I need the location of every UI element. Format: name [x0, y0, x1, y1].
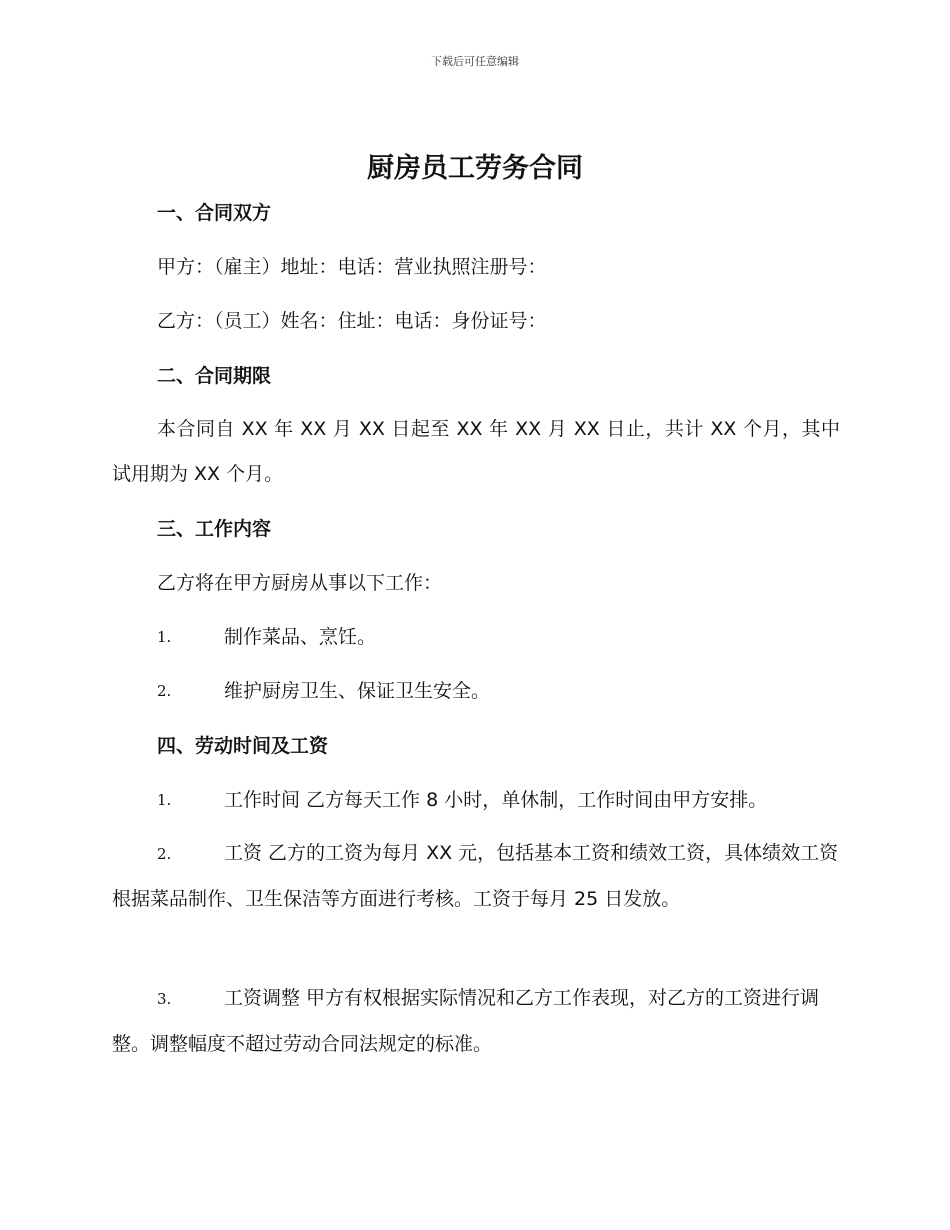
document-title: 厨房员工劳务合同: [367, 153, 583, 184]
list-item-number: 3.: [157, 990, 172, 1008]
list-item-text: 工资调整 甲方有权根据实际情况和乙方工作表现，对乙方的工资进行调整。调整幅度不超过劳动合同法规定的标准。: [112, 987, 820, 1055]
list-item-number: 1.: [157, 628, 172, 646]
list-item-number: 1.: [157, 791, 172, 809]
party-a-line: 甲方：（雇主）地址：电话：营业执照注册号：: [157, 256, 547, 278]
work-intro: 乙方将在甲方厨房从事以下工作：: [157, 572, 443, 594]
list-item-text: 工资 乙方的工资为每月 XX 元，包括基本工资和绩效工资，具体绩效工资根据菜品制作、卫生保洁等方面进行考核。工资于每月 25 日发放。: [112, 842, 839, 910]
section-heading-term: 二、合同期限: [157, 365, 272, 387]
section-heading-parties: 一、合同双方: [157, 202, 272, 224]
list-item-wrapped: [112, 831, 840, 922]
party-b-line: 乙方：（员工）姓名：住址：电话：身份证号：: [157, 310, 547, 332]
section-heading-work: 三、工作内容: [157, 518, 272, 540]
list-item-wrapped: [112, 976, 840, 1067]
list-item-number: 2.: [157, 682, 172, 700]
term-paragraph: 本合同自 XX 年 XX 月 XX 日起至 XX 年 XX 月 XX 日止，共计 XX 个月，其中试用期为 XX 个月。: [112, 418, 840, 485]
list-item-text: 制作菜品、烹饪。: [224, 626, 377, 648]
page-header: 下载后可任意编辑: [431, 55, 519, 68]
list-item-text: 工作时间 乙方每天工作 8 小时，单休制，工作时间由甲方安排。: [224, 789, 768, 811]
section-heading-hours-pay: 四、劳动时间及工资: [157, 735, 329, 757]
list-item-text: 维护厨房卫生、保证卫生安全。: [224, 680, 491, 702]
list-item-number: 2.: [157, 845, 172, 863]
